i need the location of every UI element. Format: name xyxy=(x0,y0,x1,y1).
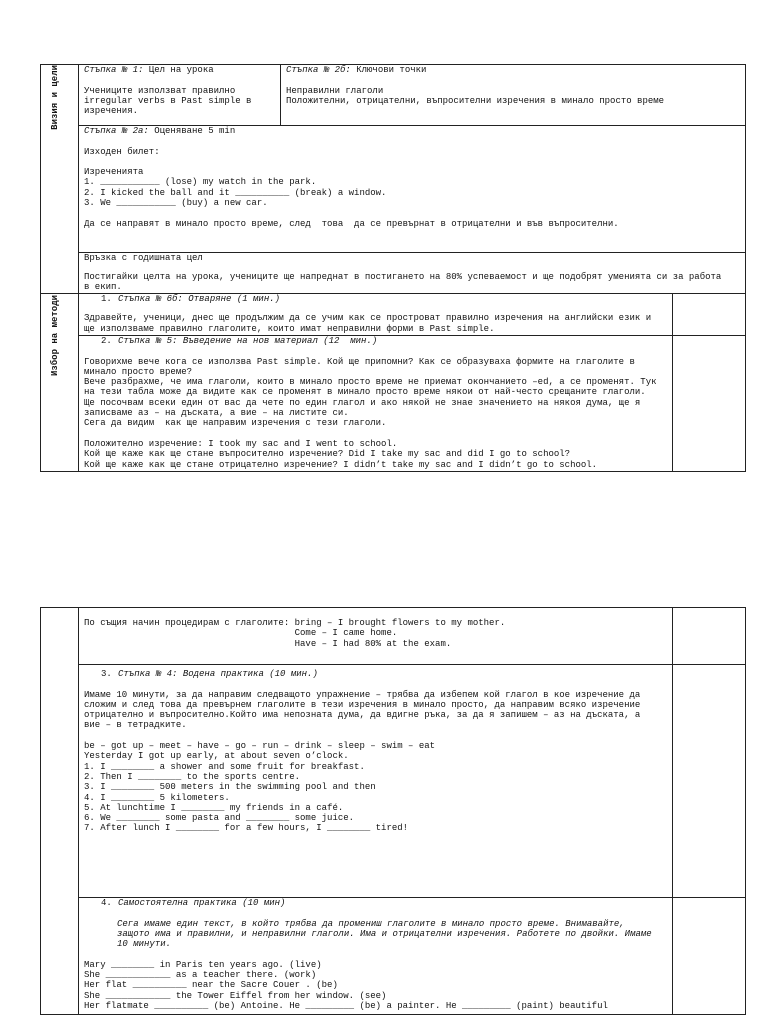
opening-cell xyxy=(78,293,673,336)
new-material-cell xyxy=(78,335,673,472)
exercise-item: 2. Then I ________ to the sports centre. xyxy=(84,771,301,782)
step1-title: Цел на урока xyxy=(148,65,214,75)
spacer xyxy=(84,75,278,85)
spacer xyxy=(84,157,743,167)
step2b-text: Неправилни глаголи Положителни, отрицателни, въпросителни изречения в минало просто време xyxy=(286,85,665,106)
spacer xyxy=(84,263,743,272)
guided-practice-notes-cell xyxy=(672,664,746,898)
step2a-title: Оценяване 5 min xyxy=(154,126,236,136)
exit-sentence: 2. I kicked the ball and it __________ (break) a window. xyxy=(84,187,387,198)
step2b-heading xyxy=(286,65,743,75)
exercise-item: 1. I ________ a shower and some fruit for breakfast. xyxy=(84,761,365,772)
annual-goal-title: Връзка с годишната цел xyxy=(84,253,203,263)
continued-example: bring – I brought flowers to my mother. xyxy=(294,618,506,628)
step2b-label: Стъпка № 2б: xyxy=(286,65,351,75)
continued-example: Come – I came home. xyxy=(294,628,398,639)
methods-continued-cell xyxy=(40,607,79,1015)
opening-label: Стъпка № 6б: xyxy=(118,294,183,304)
opening-heading xyxy=(101,294,670,304)
text-exercise-line: She ____________ as a teacher there. (work) xyxy=(84,970,317,981)
annual-goal-text: Постигайки целта на урока, учениците ще напреднат в постигането на 80% успеваемост и ще подобрят уменията си за работа в екип. xyxy=(84,271,722,293)
opening-number: 1. xyxy=(101,294,112,304)
guided-practice-number: 3. xyxy=(101,669,112,679)
exercise-intro: Yesterday I got up early, at about seven o’clock. xyxy=(84,751,349,762)
exit-sentence: 1. ___________ (lose) my watch in the park. xyxy=(84,177,317,188)
vision-section-label: Визия и цели xyxy=(50,65,60,130)
step1-goal-cell xyxy=(78,64,281,126)
text-exercise-line: Mary ________ in Paris ten years ago. (live) xyxy=(84,959,322,970)
guided-practice-cell xyxy=(78,664,673,898)
independent-practice-title: Самостоятелна практика (10 мин) xyxy=(118,898,286,908)
spacer xyxy=(84,949,670,959)
independent-practice-cell xyxy=(78,897,673,1015)
exercise-item: 7. After lunch I ________ for a few hours, I ________ tired! xyxy=(84,823,409,834)
independent-practice-notes-cell xyxy=(672,897,746,1015)
example-sentence: Кой ще каже как ще стане въпросително изречение? Did I take my sac and did I go to school? xyxy=(84,449,571,460)
step2b-key-points-cell xyxy=(280,64,746,126)
exit-sentence: 3. We ___________ (buy) a new car. xyxy=(84,198,268,209)
new-material-notes-cell xyxy=(672,335,746,472)
step1-heading xyxy=(84,65,278,75)
opening-title: Отваряне (1 мин.) xyxy=(188,294,281,304)
continued-examples-cell xyxy=(78,607,673,665)
new-material-heading xyxy=(101,336,670,346)
continued-notes-cell xyxy=(672,607,746,665)
independent-practice-text: Сега имаме един текст, в който трябва да промениш глаголите в минало просто време. Внимавайте, защото има и правилни, и неправилни глаголи. Има и отрицателни изречения. Работете по двойки. Имаме 10 минути. xyxy=(117,918,652,950)
exit-ticket-label: Изходен билет: xyxy=(84,146,160,157)
independent-practice-number: 4. xyxy=(101,898,112,908)
guided-practice-text: Имаме 10 минути, за да направим следващото упражнение – трябва да избепем кой глагол в кое изречение да сложим и след това да превърнем глаголите в тези изречения в минало просто, да направим всяко изречение отрицателно и въпросително.Който има непозната дума, да вдигне ръка, за да я запишем – аз на дъската, а вие – в тетрадките. xyxy=(84,689,641,731)
new-material-text: Говорихме вече кога се използва Past simple. Кой ще припомни? Как се образуваха формите на глаголите в минало просто време? Вече разбрахме, че има глаголи, които в минало просто време не приемат окончанието –ed, а се променят. Тук на тези табла може да видите как се променят в минало просто време някои от най-често срещаните глаголи. Ще посочвам всеки един от вас да чете по един глагол и ако някой не знае значението на някоя дума, ще я записваме аз – на дъската, а вие – на листите си. Сега да видим как ще направим изречения с тези глаголи. xyxy=(84,356,657,429)
continued-examples xyxy=(84,618,670,649)
continued-example-list xyxy=(295,618,506,649)
independent-practice-heading xyxy=(101,898,670,908)
step2b-title: Ключови точки xyxy=(356,65,427,75)
text-exercise-line: She ____________ the Tower Eiffel from her window. (see) xyxy=(84,990,387,1001)
continued-example: Have – I had 80% at the exam. xyxy=(294,638,452,649)
new-material-label: Стъпка № 5: xyxy=(118,336,178,346)
step1-label: Стъпка № 1: xyxy=(84,65,144,75)
step2a-label: Стъпка № 2а: xyxy=(84,126,149,136)
text-exercise-line: Her flat __________ near the Sacre Couer . (be) xyxy=(84,980,338,991)
sentences-label: Изреченията xyxy=(84,167,144,178)
spacer xyxy=(84,304,670,313)
spacer xyxy=(84,208,743,218)
spacer xyxy=(84,679,670,689)
opening-notes-cell xyxy=(672,293,746,336)
exercise-item: 4. I ________ 5 kilometers. xyxy=(84,792,230,803)
guided-practice-title: Водена практика (10 мин.) xyxy=(182,669,318,679)
spacer xyxy=(84,136,743,146)
continued-intro: По същия начин процедирам с глаголите: xyxy=(84,618,290,628)
exercise-item: 5. At lunchtime I ________ my friends in a café. xyxy=(84,802,344,813)
spacer xyxy=(84,429,670,439)
annual-goal-cell xyxy=(78,252,746,294)
spacer xyxy=(84,346,670,356)
example-sentence: Кой ще каже как ще стане отрицателно изречение? I didn’t take my sac and I didn’t go to school. xyxy=(84,459,598,470)
opening-text: Здравейте, ученици, днес ще продължим да се учим как се простроват правилно изречения на английски език и ще използваме правилно глаголите, които имат неправилни форми в Past simple. xyxy=(84,313,652,334)
spacer xyxy=(84,908,670,918)
step2a-assessment-cell xyxy=(78,125,746,253)
example-sentence: Положително изречение: I took my sac and I went to school. xyxy=(84,438,398,449)
spacer xyxy=(84,731,670,741)
methods-section-label: Избор на методи xyxy=(50,295,60,377)
guided-practice-heading xyxy=(101,669,670,679)
exercise-item: 3. I ________ 500 meters in the swimming pool and then xyxy=(84,782,376,793)
new-material-number: 2. xyxy=(101,336,112,346)
new-material-title: Въведение на нов материал (12 мин.) xyxy=(182,336,378,346)
step1-text: Учениците използват правилно irregular verbs в Past simple в изречения. xyxy=(84,85,252,117)
text-exercise-line: Her flatmate __________ (be) Antoine. He _________ (be) a painter. He _________ (paint) beautiful xyxy=(84,1000,608,1011)
step2a-heading xyxy=(84,126,743,136)
exit-instruction: Да се направят в минало просто време, след това да се превърнат в отрицателни и във въпросителни. xyxy=(84,218,619,229)
spacer xyxy=(286,75,743,85)
guided-practice-label: Стъпка № 4: xyxy=(118,669,178,679)
exercise-item: 6. We ________ some pasta and ________ some juice. xyxy=(84,813,355,824)
verb-list: be – got up – meet – have – go – run – drink – sleep – swim – eat xyxy=(84,741,436,752)
